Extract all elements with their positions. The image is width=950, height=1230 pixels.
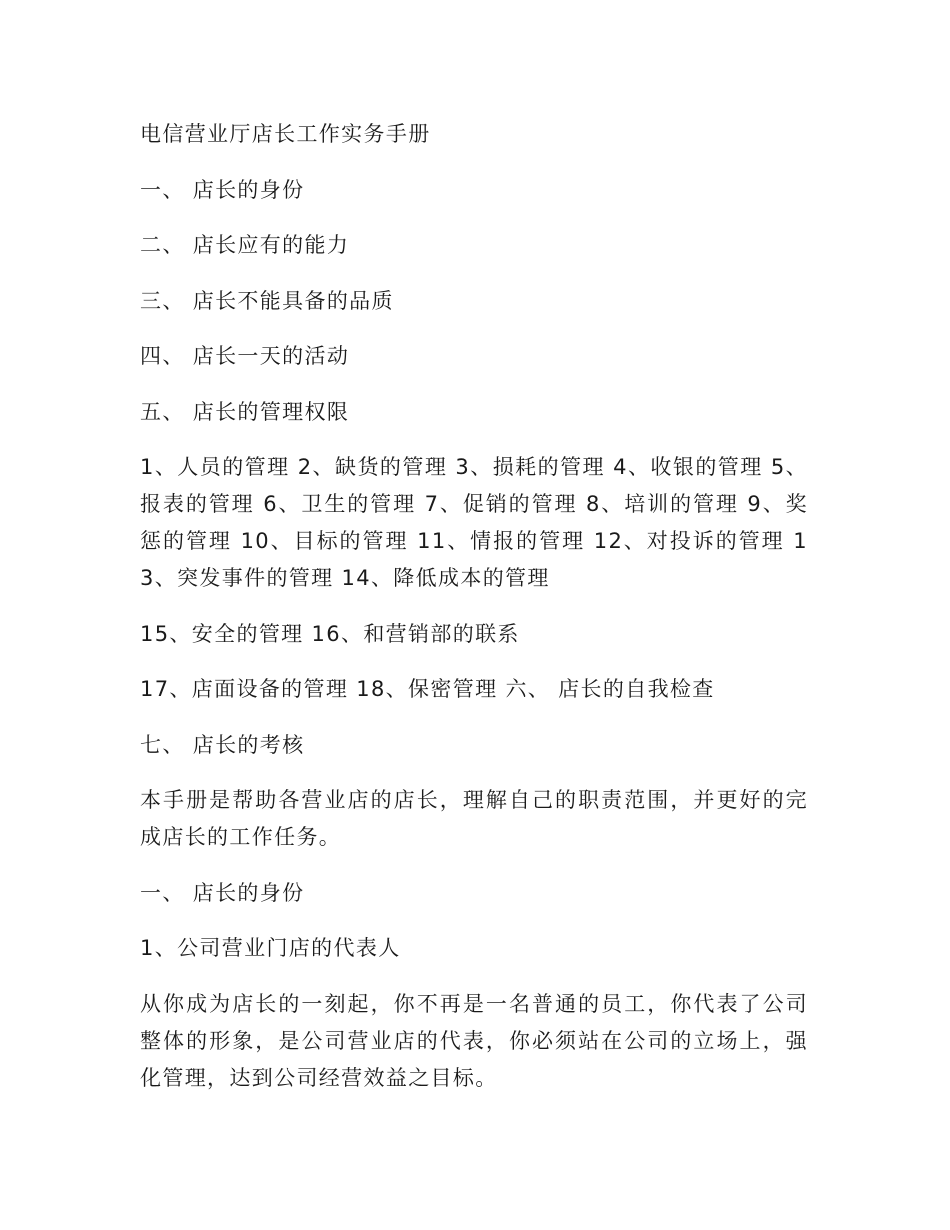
toc-item-5: 五、 店长的管理权限 [140, 399, 350, 424]
toc-item-7: 七、 店长的考核 [140, 732, 305, 757]
authority-list-final: 17、店面设备的管理 18、保密管理 六、 店长的自我检查 [140, 677, 715, 701]
toc-item-2: 二、 店长应有的能力 [140, 233, 350, 257]
authority-list-continued: 15、安全的管理 16、和营销部的联系 [140, 621, 520, 646]
authority-list-paragraph: 1、人员的管理 2、缺货的管理 3、损耗的管理 4、收银的管理 5、报表的管理 6、卫生的管理 7、促销的管理 8、培训的管理 9、奖惩的管理 10、目标的管理 11、情报的管理 12、对投诉的管理 13、突发事件的管理 14、降低成本的管理 [140, 455, 808, 590]
subsection-1-heading: 1、公司营业门店的代表人 [140, 936, 401, 960]
document-body [140, 116, 808, 1115]
toc-item-3: 三、 店长不能具备的品质 [140, 288, 394, 313]
section-1-heading: 一、 店长的身份 [140, 880, 305, 905]
toc-item-4: 四、 店长一天的活动 [140, 344, 350, 368]
document-title: 电信营业厅店长工作实务手册 [140, 122, 431, 146]
subsection-1-body: 从你成为店长的一刻起，你不再是一名普通的员工，你代表了公司整体的形象，是公司营业店的代表，你必须站在公司的立场上，强化管理，达到公司经营效益之目标。 [140, 991, 808, 1090]
intro-paragraph: 本手册是帮助各营业店的店长，理解自己的职责范围，并更好的完成店长的工作任务。 [140, 788, 808, 849]
toc-item-1: 一、 店长的身份 [140, 177, 305, 202]
